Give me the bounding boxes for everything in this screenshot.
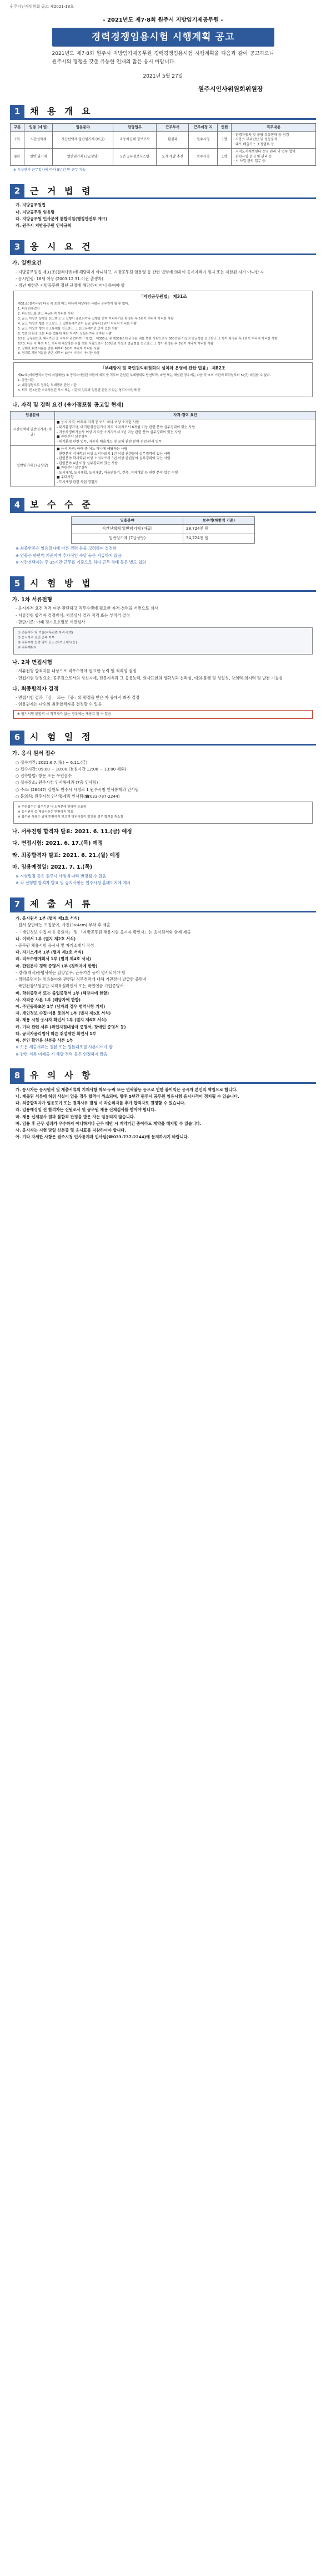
text-line: 아. 주민등록초본 1부 (남자의 경우 병역사항 기재)	[16, 1004, 106, 1010]
box-line: 1. 공공기관	[18, 378, 34, 382]
text-line: 가. 응시자는 응시원서 및 제출서류의 기재사항 착오·누락 또는 연락불능 등으로 인한 불이익은 응시자 본인의 책임으로 합니다.	[16, 1087, 238, 1092]
table-cell: 7회	[11, 131, 24, 149]
table-cell: 8회	[11, 149, 24, 166]
table-cell: 일반임기제 (7급상당)	[11, 446, 55, 486]
section-number: 7	[10, 897, 24, 912]
text-line: - 국민건강보험공단 자격득실확인서 또는 국민연금 가입증명서	[16, 983, 124, 989]
final-decision-list	[10, 695, 316, 707]
text-line: ○ 접수방법: 방문 또는 우편접수	[16, 773, 72, 779]
column-header: 자격·경력 요건	[55, 412, 316, 419]
table-row	[11, 131, 316, 149]
box-line: ③ 직무수행 능력 평가 요소 (자기소개서 등)	[18, 641, 77, 645]
final-decision-heading: 다. 최종합격자 결정	[12, 686, 59, 692]
section-documents	[10, 898, 316, 1057]
general-requirements-heading: 가. 일반요건	[12, 260, 42, 267]
table-row	[72, 525, 255, 534]
section-exam-method	[10, 577, 316, 719]
text-line: ○ 접수시간: 09:00 ~ 18:00 (점심시간 12:00 ~ 13:00 제외)	[16, 766, 127, 772]
box-line: 제82조(비위면직자 등의 취업제한) ① 공직자이었던 사람이 재직 중 직무와 관련된 부패행위로 당연퇴직, 파면 또는 해임된 경우에는 다음 각 호의 기관에 퇴직일부터 5년간 취업할 수 없다.	[18, 374, 271, 378]
table-header-row	[11, 124, 316, 131]
column-header: 임용 (예정)	[24, 124, 52, 131]
text-line: ※ 각 전형별 합격자 발표 및 공지사항은 원주시청 홈페이지에 게시	[16, 880, 131, 885]
table-cell: 28,724천 원	[183, 525, 255, 534]
text-line: 가. 응시원서 1부 (별지 제1호 서식)	[16, 916, 80, 921]
text-line: - 「개인정보 수집·이용 동의서」 및 「지방공무원 채용시험 응시자 확인서」는 응시원서와 함께 제출	[16, 929, 191, 935]
table-body	[11, 419, 316, 486]
salary-notes	[10, 546, 316, 565]
text-line: 마. 관련분야 경력 증명서 1부 (경력자에 한함)	[16, 963, 98, 968]
section-title: 시 험 일 정	[30, 732, 93, 743]
text-line: - 면접시험 결과 「상」 또는 「중」의 평정을 받은 자 중에서 최종 결정	[16, 695, 140, 701]
table-cell: 시간선택제 일반임기제 (마급)	[53, 131, 113, 149]
section-number: 2	[10, 184, 24, 199]
evaluation-criteria-box	[13, 627, 313, 655]
text-line: 다. 자기소개서 1부 (별지 제3호 서식)	[16, 950, 84, 955]
table-cell: · 환경자동차 및 불량 유류판매 등 점검 · 사용료 부과반납 및 성능분석 · 대포 배출가스 조정업무 등	[232, 131, 316, 149]
table-cell: ■ 응시 자격: 아래 중 어느 하나에 해당하는 사람 - 관련분야 석사학위 이상 소지자로서 1년 이상 관련분야 실무경력이 있는 사람 - 관련분야 학사학위 이상 소지자로서 3년 이상 관련분야 실무경력이 있는 사람 - 관련분야 4년 이상 실무경력이 있는 사람 ■ 관련분야 실무경력 - 도시재생, 도시계획, 도시개발, 마을만들기, 건축, 지역개발 등 관련 분야 업무 수행 ■ 우대사항 - 도시재생 관련 사업 경험자	[55, 446, 316, 486]
text-line: 나. 이력서 1부 (별지 제2호 서식)	[16, 936, 76, 941]
column-header: 인원	[218, 124, 232, 131]
text-line: ※ 최종연봉은 임용일자에 따른 경력 등을 고려하여 결정함	[16, 546, 117, 551]
section-title: 응 시 요 건	[30, 241, 93, 252]
box-line: 6의3. 다음 각 목의 어느 하나에 해당하는 죄를 범한 사람으로서 100만원 이상의 벌금형을 선고받고 그 형이 확정된 후 3년이 지나지 아니한 사람	[18, 342, 214, 346]
section-number: 8	[10, 1068, 24, 1083]
text-line: ※ 시험일정 등은 원주시 사정에 따라 변경될 수 있음	[16, 873, 107, 879]
section-number: 3	[10, 240, 24, 255]
text-line: ※ 모든 제출서류는 원본 또는 원본대조필 사본이어야 함	[16, 1044, 113, 1050]
section-title: 시 험 방 법	[30, 578, 93, 589]
table-cell: ■ 응시 자격: 아래의 자격 중 어느 하나 이상 소지한 사람 - 대기환경기사, 대기환경산업기사 자격 소지자로서 6개월 이상 관련 분야 실무경력이 있는 사람 - 자동차정비기능사 이상 자격증 소지자로서 1년 이상 관련 분야 실무경력이 있는 사람 ■ 관련분야 실무경력 - 대기환경 관련 업무, 자동차 배출가스 및 공해 관련 분야 점검·관리 업무	[55, 419, 316, 446]
column-header: 근무예정 지	[189, 124, 218, 131]
box-content	[18, 631, 308, 651]
text-line: - 서류전형 합격자 결정방식: 서류심사 결과 적격 또는 부적격 결정	[16, 612, 131, 618]
table-cell: 시간선택제	[24, 131, 52, 149]
box-content	[18, 302, 308, 356]
qualification-heading: 나. 자격 및 경력 요건 (※가점포함 공고일 현재)	[12, 402, 124, 408]
table-cell: 시간선택제 일반임기제 (마급)	[11, 419, 55, 446]
document-screening-list	[10, 606, 316, 625]
box-line: 6. 법원의 판결 또는 다른 법률에 따라 자격이 상실되거나 정지된 사람	[18, 332, 112, 336]
qualification-table	[10, 411, 316, 486]
section-title: 제 출 서 류	[30, 899, 93, 910]
text-line: 사. 자격증 사본 1부 (해당자에 한함)	[16, 997, 81, 1002]
table-cell: 5건 공유정보시스템	[113, 149, 157, 166]
section-recruitment-overview	[10, 105, 316, 173]
text-line: 자. 개인정보 수집·이용 동의서 1부 (별지 제5호 서식)	[16, 1011, 111, 1016]
text-line: - 면접시험 평정요소: 공무원으로서의 정신자세, 전문지식과 그 응용능력, 의사표현의 정확성과 논리성, 예의·품행 및 성실성, 창의력·의지력 및 발전 가능성	[16, 675, 283, 681]
notice-intro: 2021년도 제7·8회 원주시 지방임기제공무원 경력경쟁임용시험 시행계획을 다음과 같이 공고하오니 원주시의 경쟁을 갖춘 유능한 인재의 많은 응시 바랍니다.	[52, 51, 274, 65]
table-cell: 도시 개발 추진	[157, 149, 189, 166]
text-line: - 경력(재직)증명서에는 담당업무, 근무기간 등이 명시되어야 함	[16, 970, 126, 975]
box-line: 3. 퇴직 전 5년간 소속하였던 부서 또는 기관의 업무와 밀접한 관련이 있는 영리사기업체 등	[18, 388, 141, 392]
notice-title-banner: 경력경쟁임용시험 시행계획 공고	[52, 28, 274, 47]
table-row	[11, 149, 316, 166]
text-line: ※ 연봉은 하한액 기준이며 추가적인 수당 등은 지급하지 않음	[16, 552, 122, 558]
text-line: - 응시자격 요건 적격 여부 판단하고 직무수행에 필요한 자격·경력을 서면으로 심사	[16, 606, 158, 611]
disqualification-box	[13, 291, 313, 360]
documents-list	[10, 916, 316, 1057]
text-line: - 임용권자는 다수의 최종합격자를 결정할 수 있음	[16, 702, 102, 707]
table-cell: 원주시청	[189, 131, 218, 149]
interview-heading: 나. 2차 면접시험	[12, 659, 52, 666]
salary-table	[71, 516, 255, 544]
table-header-row	[72, 517, 255, 525]
box-line: ② 응시자격 요건 충족 여부	[18, 636, 55, 640]
section-number: 1	[10, 105, 24, 119]
section-title: 보 수 수 준	[30, 499, 93, 510]
box-content	[18, 374, 308, 393]
section-number: 6	[10, 731, 24, 745]
text-line: 라. 원주시 지방공무원 인사규칙	[16, 223, 72, 229]
text-line: 카. 기타 관련 서류 (취업지원대상자 증명서, 장애인 증명서 등)	[16, 1024, 126, 1030]
text-line: ※ 시간선택제는 주 35시간 근무를 기준으로 하며 근무 형태 등은 별도 협의	[16, 559, 146, 565]
box-line: ※ 우편접수는 접수기간 내 도착분에 한하여 유효함	[18, 805, 87, 809]
box-line: 5. 금고 이상의 형의 선고유예를 선고받고 그 선고유예기간 중에 있는 사람	[18, 327, 118, 331]
text-line: 아. 기타 자세한 사항은 원주시청 인사통계과 인사팀(☎033-737-2244)에 문의하시기 바랍니다.	[16, 1134, 189, 1140]
text-line: 라. 직무수행계획서 1부 (별지 제4호 서식)	[16, 956, 91, 962]
text-line: 바. 임용 후 근무 성과가 우수하지 아니하거나 근무 태만 시 계약기간 중이라도 계약을 해지할 수 있습니다.	[16, 1120, 202, 1126]
section-title: 채 용 개 요	[30, 106, 93, 117]
table-cell: 환경과	[157, 131, 189, 149]
table-cell: 일반임기제 (7급상당)	[53, 149, 113, 166]
recruitment-note: ※ 시설관리 근무일자에 따라 5년간 만 근무 가능	[13, 168, 86, 172]
text-line: ○ 접수장소: 원주시청 인사통계과 (7층 인사팀)	[16, 780, 98, 785]
interview-date-heading: 다. 면접시험: 2021. 6. 17.(목) 예정	[12, 840, 103, 847]
column-header: 직무내용	[232, 124, 316, 131]
column-header: 임용분야	[53, 124, 113, 131]
text-line: - 판단기준: 아래 평가요소별로 서면심사	[16, 619, 86, 625]
box-line: 1. 피성년후견인	[18, 307, 40, 311]
section-number: 4	[10, 498, 24, 513]
table-row	[72, 534, 255, 544]
application-heading: 가. 응시 원서 접수	[12, 751, 56, 757]
text-line: 나. 지방공무원 임용령	[16, 209, 55, 215]
text-line: 사. 응시자는 시험 당일 신분증 및 응시표를 지참하여야 합니다.	[16, 1128, 127, 1133]
box-content	[18, 805, 308, 820]
section-eligibility	[10, 241, 316, 486]
table-cell: 시간선택제 일반임기제 (마급)	[72, 525, 183, 534]
column-header: 구분	[11, 124, 24, 131]
text-line: - 응시연령: 18세 이상 (2003.12.31.이전 출생자)	[16, 276, 103, 281]
text-line: - 정년 제한은 지방공무원 정년 규정에 해당하지 아니 하여야 함	[16, 283, 125, 288]
notice-reference: 원주시인사위원회 공고 제2021-18호	[10, 4, 74, 9]
text-line: 나. 제출된 서류에 허위 사실이 있을 경우 합격이 취소되며, 향후 5년간 원주시 공무원 임용시험 응시자격이 정지될 수 있습니다.	[16, 1093, 239, 1099]
table-cell: 일반 임기제	[24, 149, 52, 166]
notice-date: 2021년 5월 27일	[143, 73, 183, 79]
application-list	[10, 760, 316, 799]
box-title: 「지방공무원법」 제31조	[139, 294, 187, 300]
section-heading	[10, 105, 316, 120]
document-screening-heading: 가. 1차 서류전형	[12, 596, 52, 603]
text-line: 파. 본인 확인용 신분증 사본 1부	[16, 1038, 73, 1043]
section-schedule	[10, 731, 316, 886]
box-line: ※ 응시원서 등 제출서류는 반환하지 않음	[18, 810, 74, 814]
schedule-notes	[10, 874, 316, 886]
box-line: 4. 금고 이상의 형을 선고받고 그 집행유예기간이 끝난 날부터 2년이 지나지 아니한 사람	[18, 322, 137, 326]
table-cell: 일반임기제 (7급상당)	[72, 534, 183, 544]
section-title: 유 의 사 항	[30, 1069, 93, 1081]
box-line: 7. 징계로 파면처분을 받은 때부터 5년이 지나지 아니한 사람	[18, 347, 100, 351]
box-line: 2. 대통령령으로 정하는 부패행위 관련 기관	[18, 383, 77, 387]
text-line: ○ 문의처: 원주시청 인사통계과 인사팀(☎033-737-2244)	[16, 793, 120, 799]
text-line: 다. 최종합격자가 임용포기 또는 결격사유 발생 시 차순위자를 추가 합격자로 결정할 수 있습니다.	[16, 1101, 186, 1106]
interview-list	[10, 668, 316, 681]
text-line: - 지방공무원법 제31조(결격사유)에 해당하지 아니하고, 지방공무원 임용령 등 관련 법령에 의하여 응시자격이 정지 또는 제한된 자가 아니한 자	[16, 269, 264, 275]
table-cell: · 지역도시재생센터 운영 관리 및 업무 협약 · 관련사업 운영 및 관리 등 · 시 사업 관리 업무 등	[232, 149, 316, 166]
notice-subtitle: - 2021년도 제7·8회 원주시 지방임기제공무원 -	[103, 17, 223, 23]
emphasis-note: ※ 필기시험 불합격 시 적격자가 없는 경우에는 재공고 할 수 있음	[13, 710, 313, 719]
text-line: 라. 임용예정일 전 합격자는 신원조사 및 공무원 채용 신체검사를 받아야 합니다.	[16, 1107, 156, 1113]
section-precautions	[10, 1069, 316, 1140]
anti-corruption-box	[13, 362, 313, 397]
precautions-list	[10, 1087, 316, 1140]
column-header: 임용분야	[72, 517, 183, 525]
table-cell: 1명	[218, 149, 232, 166]
text-line: 마. 채용 신체검사 결과 불합격 판정을 받은 자는 임용되지 않습니다.	[16, 1114, 136, 1119]
column-header: 임용분야	[11, 412, 55, 419]
box-line: 제31조(결격사유) 다음 각 호의 어느 하나에 해당하는 사람은 공무원이 될 수 없다.	[18, 302, 129, 306]
text-line: - 경력증명서는 임용분야와 관련된 직무경력에 대해 기관장이 발급한 증명서	[16, 977, 147, 982]
section-number: 5	[10, 576, 24, 591]
section-salary	[10, 499, 316, 565]
box-line: 8. 징계로 해임처분을 받은 때부터 3년이 지나지 아니한 사람	[18, 352, 100, 356]
box-line: ① 전문지식 및 기술(직무관련 자격·경력)	[18, 631, 73, 635]
title-block	[10, 17, 316, 93]
box-line: 3. 금고 이상의 실형을 선고받고 그 집행이 종료되거나 집행을 받지 아니하기로 확정된 후 5년이 지나지 아니한 사람	[18, 317, 174, 321]
table-header-row	[11, 412, 316, 419]
box-line: 6의2. 공무원으로 재직기간 중 직무와 관련하여 「형법」 제355조 및 제356조에 규정된 죄를 범한 사람으로서 300만원 이상의 벌금형을 선고받고 그 형이 확정된 후 2년이 지나지 아니한 사람	[18, 337, 278, 341]
box-line: 2. 파산선고를 받고 복권되지 아니한 사람	[18, 312, 74, 316]
box-title: 「부패방지 및 국민권익위원회의 설치와 운영에 관한 법률」 제82조	[101, 366, 225, 371]
text-line: ○ 주소: (26447) 강원도 원주시 시청로 1 원주시청 인사통계과 인사팀	[16, 787, 139, 792]
final-result-heading: 라. 최종합격자 발표: 2021. 6. 21.(월) 예정	[12, 852, 120, 859]
table-cell: 원주시청	[189, 149, 218, 166]
section-heading	[10, 499, 316, 513]
text-line: - 서류전형 합격자를 대상으로 직무수행에 필요한 능력 및 적격성 검정	[16, 668, 137, 674]
section-legal-basis	[10, 185, 316, 229]
table-cell: 1명	[218, 131, 232, 149]
table-row	[11, 419, 316, 446]
legal-basis-list	[10, 202, 316, 229]
section-heading	[10, 1069, 316, 1084]
notice-organization: 원주시인사위원회위원장	[198, 85, 263, 93]
table-cell: 34,724천 원	[183, 534, 255, 544]
table-body	[11, 131, 316, 165]
recruitment-table	[10, 123, 316, 165]
text-line: ※ 관련 서류 미제출 시 해당 경력 등은 인정하지 않음	[16, 1051, 108, 1057]
column-header: 담당업무	[113, 124, 157, 131]
section-heading	[10, 241, 316, 255]
text-line: 가. 지방공무원법	[16, 202, 46, 208]
box-line: ④ 직무계획서	[18, 646, 37, 650]
text-line: 다. 지방공무원 인사분야 통합지침(행정안전부 예규)	[16, 216, 108, 221]
document-result-heading: 나. 서류전형 합격자 발표: 2021. 6. 11.(금) 예정	[12, 828, 132, 835]
general-requirements-list	[10, 270, 316, 289]
section-title: 근 거 법 령	[30, 185, 93, 196]
section-heading	[10, 731, 316, 746]
column-header: 보수액(하한액 기준)	[183, 517, 255, 525]
section-heading	[10, 185, 316, 199]
text-line: 차. 채용 시험 응시자 확인서 1부 (별지 제6호 서식)	[16, 1017, 107, 1023]
section-heading	[10, 577, 316, 592]
column-header: 근무부서	[157, 124, 189, 131]
table-body	[72, 525, 255, 544]
appointment-date-heading: 마. 임용예정일: 2021. 7. 1.(목)	[12, 864, 93, 871]
text-line: 타. 공직자윤리법에 따른 취업제한 확인서 1부	[16, 1031, 97, 1036]
text-line: 바. 학위증명서 또는 졸업증명서 1부 (해당자에 한함)	[16, 990, 109, 996]
text-line: - 원서 상단에는 모집분야, 사진(3×4cm) 부착 후 제출	[16, 922, 111, 928]
table-cell: 자동차공해 정보조사	[113, 131, 157, 149]
box-line: ※ 접수된 서류는 일체 반환하지 않으며 허위사실이 발견될 경우 합격을 취소함	[18, 815, 123, 819]
table-row	[11, 446, 316, 486]
text-line: - 공무원 채용시험 응시서 및 자기소개서 작성	[16, 943, 94, 949]
text-line: ○ 접수기간: 2021.6.7.(월) ~ 6.11.(금)	[16, 759, 88, 765]
application-notice-box	[13, 802, 313, 824]
section-heading	[10, 898, 316, 912]
